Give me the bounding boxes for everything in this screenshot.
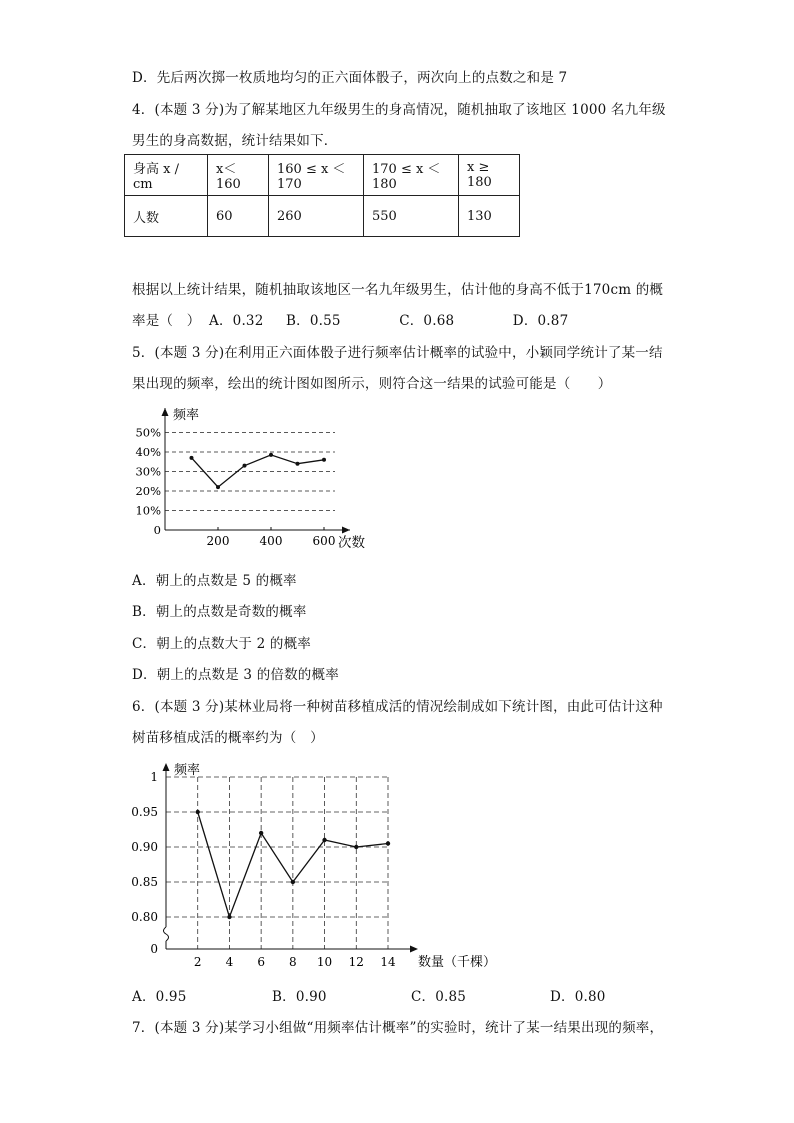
q6-option-a: A．0.95 <box>132 989 187 1005</box>
q6-survival-chart <box>120 755 500 973</box>
series-line <box>192 455 325 487</box>
table-cell: x ≥ 180 <box>459 155 520 196</box>
y-tick-label: 40% <box>135 445 161 459</box>
data-point <box>190 456 194 460</box>
x-tick-label: 6 <box>257 955 265 969</box>
table-cell: 人数 <box>125 196 208 237</box>
x-tick-label: 200 <box>206 534 230 548</box>
q4-option-b: B．0.55 <box>286 313 341 329</box>
axis-break-icon <box>164 927 169 941</box>
x-axis-label: 数量（千棵） <box>418 955 497 970</box>
y-tick-label: 0.95 <box>131 805 158 819</box>
x-axis-label: 次数 <box>338 535 365 551</box>
data-point <box>243 464 247 468</box>
data-point <box>296 462 300 466</box>
y-tick-label: 1 <box>150 770 158 784</box>
data-point <box>259 831 263 835</box>
q4-stem-line3: 根据以上统计结果，随机抽取该地区一名九年级男生，估计他的身高不低于170cm 的概 <box>132 282 664 298</box>
table-cell: 160 ≤ x ＜170 <box>269 155 364 196</box>
q5-option-d: D．朝上的点数是 3 的倍数的概率 <box>132 667 339 683</box>
q4-stem-line4 <box>132 309 568 329</box>
y-tick-label: 10% <box>135 503 161 518</box>
table-cell: 60 <box>208 196 269 237</box>
data-point <box>196 810 200 814</box>
y-tick-label: 0.90 <box>131 840 158 854</box>
table-cell: 550 <box>364 196 459 237</box>
y-axis-arrow-icon <box>162 408 169 416</box>
q4-stem-line1: 4．(本题 3 分)为了解某地区九年级男生的身高情况，随机抽取了该地区 1000 名九年级 <box>132 102 666 118</box>
data-point <box>354 845 358 849</box>
y-tick-label: 0.80 <box>131 910 158 924</box>
data-point <box>269 453 273 457</box>
q5-option-a: A．朝上的点数是 5 的概率 <box>132 573 297 589</box>
x-axis-arrow-icon <box>342 527 350 534</box>
data-point <box>386 841 390 845</box>
x-tick-label: 14 <box>380 955 396 969</box>
x-tick-label: 12 <box>348 955 364 969</box>
x-tick-label: 400 <box>259 534 283 548</box>
y-axis-label: 频率 <box>174 763 201 778</box>
y-tick-label: 0 <box>153 523 161 537</box>
q4-stem-line2: 男生的身高数据，统计结果如下． <box>132 133 338 149</box>
data-point <box>216 485 220 489</box>
q7-stem-line1: 7．(本题 3 分)某学习小组做“用频率估计概率”的实验时，统计了某一结果出现的频率， <box>132 1020 664 1036</box>
q5-stem-line1: 5．(本题 3 分)在利用正六面体骰子进行频率估计概率的试验中，小颖同学统计了某一结 <box>132 345 663 361</box>
table-cell: 170 ≤ x ＜180 <box>364 155 459 196</box>
q6-stem-line2: 树苗移植成活的概率约为（ ） <box>132 730 324 746</box>
y-tick-label: 30% <box>135 464 161 479</box>
table-cell: 260 <box>269 196 364 237</box>
data-point <box>227 915 231 919</box>
y-axis-arrow-icon <box>163 763 170 771</box>
y-tick-label: 20% <box>135 484 161 498</box>
data-point <box>322 458 326 462</box>
q6-option-b: B．0.90 <box>272 989 327 1005</box>
table-row <box>125 196 520 237</box>
prev-option-d: D．先后两次掷一枚质地均匀的正六面体骰子，两次向上的点数之和是 7 <box>132 70 568 86</box>
q6-stem-line1: 6．(本题 3 分)某林业局将一种树苗移植成活的情况绘制成如下统计图，由此可估计这种 <box>132 699 663 715</box>
table-cell: x＜160 <box>208 155 269 196</box>
q4-option-a: A．0.32 <box>209 313 264 329</box>
q4-option-d: D．0.87 <box>512 313 569 329</box>
table-header-row <box>125 155 520 196</box>
x-tick-label: 4 <box>225 955 234 969</box>
q5-option-c: C．朝上的点数大于 2 的概率 <box>132 636 312 652</box>
x-tick-label: 10 <box>316 955 333 969</box>
origin-label: 0 <box>150 942 158 956</box>
q6-option-c: C．0.85 <box>411 989 467 1005</box>
y-tick-label: 0.85 <box>131 875 158 889</box>
x-tick-label: 600 <box>312 534 336 548</box>
q6-option-d: D．0.80 <box>550 989 606 1005</box>
data-point <box>291 880 295 884</box>
q5-option-b: B．朝上的点数是奇数的概率 <box>132 604 307 620</box>
table-cell: 130 <box>459 196 520 237</box>
q5-stem-line2: 果出现的频率，绘出的统计图如图所示，则符合这一结果的试验可能是（ ） <box>132 376 612 392</box>
q4-option-c: C．0.68 <box>399 313 455 329</box>
q4-stem-prefix: 率是（ ） <box>132 313 201 329</box>
y-axis-label: 频率 <box>173 408 200 423</box>
y-tick-label: 50% <box>135 425 161 440</box>
q6-options <box>132 985 606 1005</box>
table-cell: 身高 x / cm <box>125 155 208 196</box>
data-point <box>322 838 326 842</box>
x-tick-label: 2 <box>193 955 202 969</box>
height-table <box>124 154 520 237</box>
q5-frequency-chart <box>120 400 390 558</box>
x-axis-arrow-icon <box>410 946 418 953</box>
x-tick-label: 8 <box>289 955 297 969</box>
